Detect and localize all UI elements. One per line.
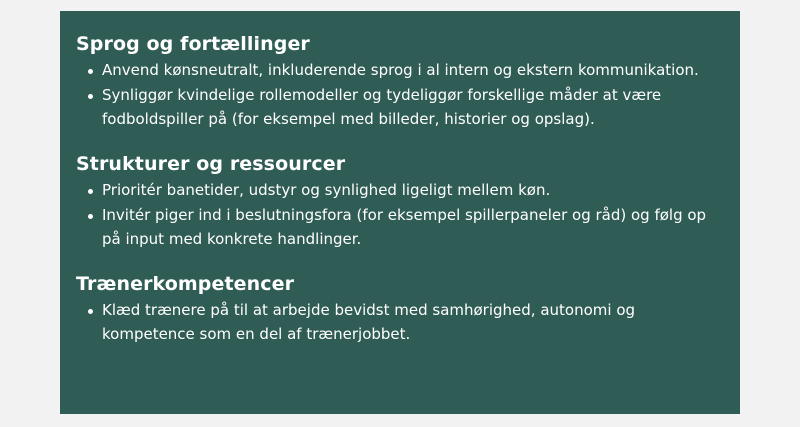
content-panel — [60, 11, 740, 414]
section-traenerkompetencer — [76, 271, 724, 346]
section-title: Strukturer og ressourcer — [76, 153, 346, 175]
section-title: Trænerkompetencer — [76, 273, 295, 295]
bullet-list — [76, 179, 724, 251]
list-item: Anvend kønsneutralt, inkluderende sprog i al intern og ekstern kommunikation. — [102, 59, 724, 83]
list-item: Klæd trænere på til at arbejde bevidst med samhørighed, autonomi og kompetence som en del af trænerjobbet. — [102, 299, 724, 346]
list-item: Invitér piger ind i beslutningsfora (for eksempel spillerpaneler og råd) og følg op på input med konkrete handlinger. — [102, 204, 724, 251]
section-strukturer — [76, 151, 724, 251]
section-sprog — [76, 31, 724, 131]
list-item: Synliggør kvindelige rollemodeller og tydeliggør forskellige måder at være fodboldspiller på (for eksempel med billeder, historier og opslag). — [102, 84, 724, 131]
bullet-list — [76, 299, 724, 346]
list-item: Prioritér banetider, udstyr og synlighed ligeligt mellem køn. — [102, 179, 724, 203]
bullet-list — [76, 59, 724, 131]
section-title: Sprog og fortællinger — [76, 33, 310, 55]
